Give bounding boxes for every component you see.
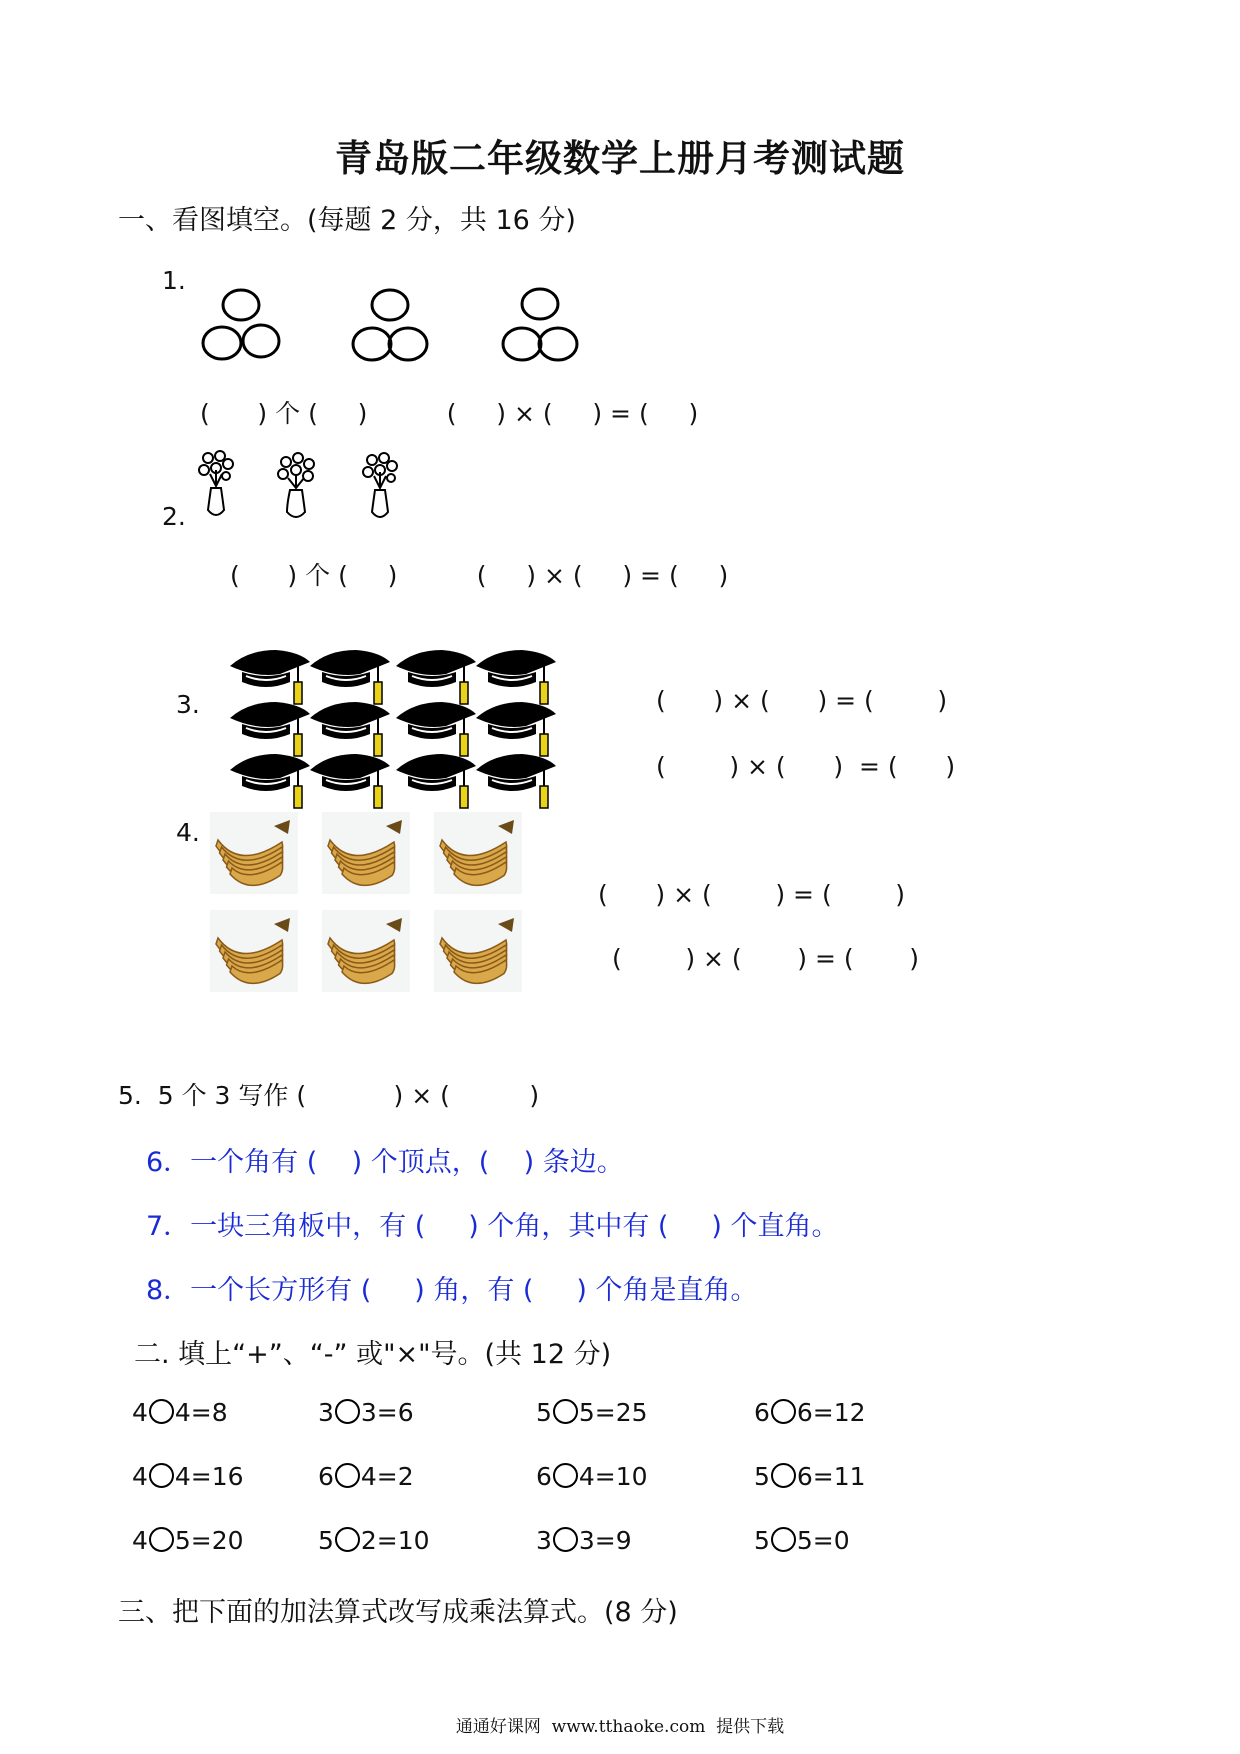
graduation-cap-icon [310, 650, 390, 704]
operator-blank-circle[interactable] [149, 1399, 174, 1424]
operator-blank-circle[interactable] [771, 1527, 796, 1552]
q6-text: 6．一个角有 ( ) 个顶点，( ) 条边。 [146, 1147, 624, 1178]
operator-blank-circle[interactable] [771, 1463, 796, 1488]
circle-icon [522, 289, 558, 319]
graduation-cap-icon [396, 702, 476, 756]
equation-right-side: 4=8 [174, 1398, 228, 1427]
q1-answer-line: ( ) 个 ( ) ( ) × ( ) = ( ) [200, 399, 699, 428]
q7-text: 7．一块三角板中，有 ( ) 个角，其中有 ( ) 个直角。 [146, 1211, 839, 1242]
circle-group-3 [500, 288, 580, 368]
equation-right-side: 5=25 [578, 1398, 648, 1427]
equation-right-side: 6=11 [796, 1462, 866, 1491]
banana-bunch-icon [210, 910, 298, 992]
operator-blank-circle[interactable] [553, 1399, 578, 1424]
banana-bunch-icon [210, 812, 298, 894]
equation-right-side: 2=10 [360, 1526, 430, 1555]
circle-icon [203, 327, 241, 359]
equation-left-operand: 5 [754, 1526, 770, 1555]
operator-blank-circle[interactable] [149, 1463, 174, 1488]
q5-text: 5. 5 个 3 写作 ( ) × ( ) [118, 1081, 540, 1110]
q4-number: 4. [176, 818, 200, 847]
operator-blank-circle[interactable] [149, 1527, 174, 1552]
graduation-cap-icon [396, 754, 476, 808]
operator-equation [536, 1398, 648, 1427]
equation-left-operand: 4 [132, 1526, 148, 1555]
equation-left-operand: 5 [754, 1462, 770, 1491]
flower-vase-icon [276, 452, 316, 524]
equation-left-operand: 3 [318, 1398, 334, 1427]
operator-blank-circle[interactable] [335, 1463, 360, 1488]
equation-right-side: 4=10 [578, 1462, 648, 1491]
equation-right-side: 4=2 [360, 1462, 414, 1491]
operator-equation [536, 1526, 632, 1555]
operator-equation [754, 1462, 866, 1491]
equation-left-operand: 5 [318, 1526, 334, 1555]
q2-answer-line: ( ) 个 ( ) ( ) × ( ) = ( ) [230, 561, 729, 590]
operator-equation [318, 1526, 430, 1555]
circle-group-2 [350, 288, 430, 368]
equation-left-operand: 5 [536, 1398, 552, 1427]
banana-grid [210, 812, 540, 1000]
equation-right-side: 5=20 [174, 1526, 244, 1555]
section2-heading: 二. 填上“+”、“-” 或"×"号。(共 12 分) [134, 1339, 612, 1370]
flower-vase-icon [360, 452, 400, 524]
circle-icon [372, 290, 408, 320]
circle-icon [243, 325, 279, 357]
q3-answer-line-2: ( ) × ( ) = ( ) [656, 752, 956, 781]
equation-left-operand: 6 [318, 1462, 334, 1491]
q3-answer-line-1: ( ) × ( ) = ( ) [656, 686, 948, 715]
operator-equation [536, 1462, 648, 1491]
graduation-cap-icon [230, 754, 310, 808]
operator-blank-circle[interactable] [553, 1463, 578, 1488]
banana-bunch-icon [434, 910, 522, 992]
q4-answer-line-2: ( ) × ( ) = ( ) [612, 944, 920, 973]
graduation-cap-icon [230, 650, 310, 704]
operator-blank-circle[interactable] [771, 1399, 796, 1424]
graduation-cap-icon [476, 650, 556, 704]
equation-right-side: 3=6 [360, 1398, 414, 1427]
operator-equation [318, 1398, 414, 1427]
graduation-cap-icon [476, 702, 556, 756]
equation-right-side: 5=0 [796, 1526, 850, 1555]
graduation-cap-icon [310, 702, 390, 756]
graduation-cap-icon [310, 754, 390, 808]
banana-bunch-icon [322, 812, 410, 894]
operator-equation [132, 1398, 228, 1427]
equation-left-operand: 4 [132, 1398, 148, 1427]
footer-credit: 通通好课网 www.tthaoke.com 提供下载 [455, 1717, 785, 1737]
banana-bunch-icon [322, 910, 410, 992]
equation-left-operand: 4 [132, 1462, 148, 1491]
circle-icon [503, 328, 541, 360]
graduation-cap-icon [230, 702, 310, 756]
operator-equation [754, 1526, 850, 1555]
q1-number: 1. [162, 266, 186, 295]
graduation-cap-icon [476, 754, 556, 808]
flower-vase-icon [196, 450, 236, 522]
equation-left-operand: 6 [754, 1398, 770, 1427]
q2-number: 2. [162, 502, 186, 531]
q4-answer-line-1: ( ) × ( ) = ( ) [598, 880, 906, 909]
q3-number: 3. [176, 690, 200, 719]
q8-text: 8．一个长方形有 ( ) 角，有 ( ) 个角是直角。 [146, 1275, 758, 1306]
operator-equation [132, 1462, 244, 1491]
operator-blank-circle[interactable] [335, 1399, 360, 1424]
operator-equation [754, 1398, 866, 1427]
section3-heading: 三、把下面的加法算式改写成乘法算式。(8 分) [118, 1597, 678, 1628]
equation-left-operand: 6 [536, 1462, 552, 1491]
circle-group-1 [200, 288, 280, 368]
operator-equation [318, 1462, 414, 1491]
page-title: 青岛版二年级数学上册月考测试题 [335, 137, 905, 180]
equation-right-side: 3=9 [578, 1526, 632, 1555]
section1-heading: 一、看图填空。(每题 2 分，共 16 分) [118, 205, 576, 236]
circle-icon [539, 328, 577, 360]
circle-icon [389, 328, 427, 360]
operator-equation [132, 1526, 244, 1555]
banana-bunch-icon [434, 812, 522, 894]
circle-icon [353, 328, 391, 360]
circle-icon [223, 290, 259, 320]
equation-right-side: 6=12 [796, 1398, 866, 1427]
operator-blank-circle[interactable] [553, 1527, 578, 1552]
equation-left-operand: 3 [536, 1526, 552, 1555]
graduation-cap-grid [228, 648, 568, 816]
graduation-cap-icon [396, 650, 476, 704]
operator-blank-circle[interactable] [335, 1527, 360, 1552]
equation-right-side: 4=16 [174, 1462, 244, 1491]
